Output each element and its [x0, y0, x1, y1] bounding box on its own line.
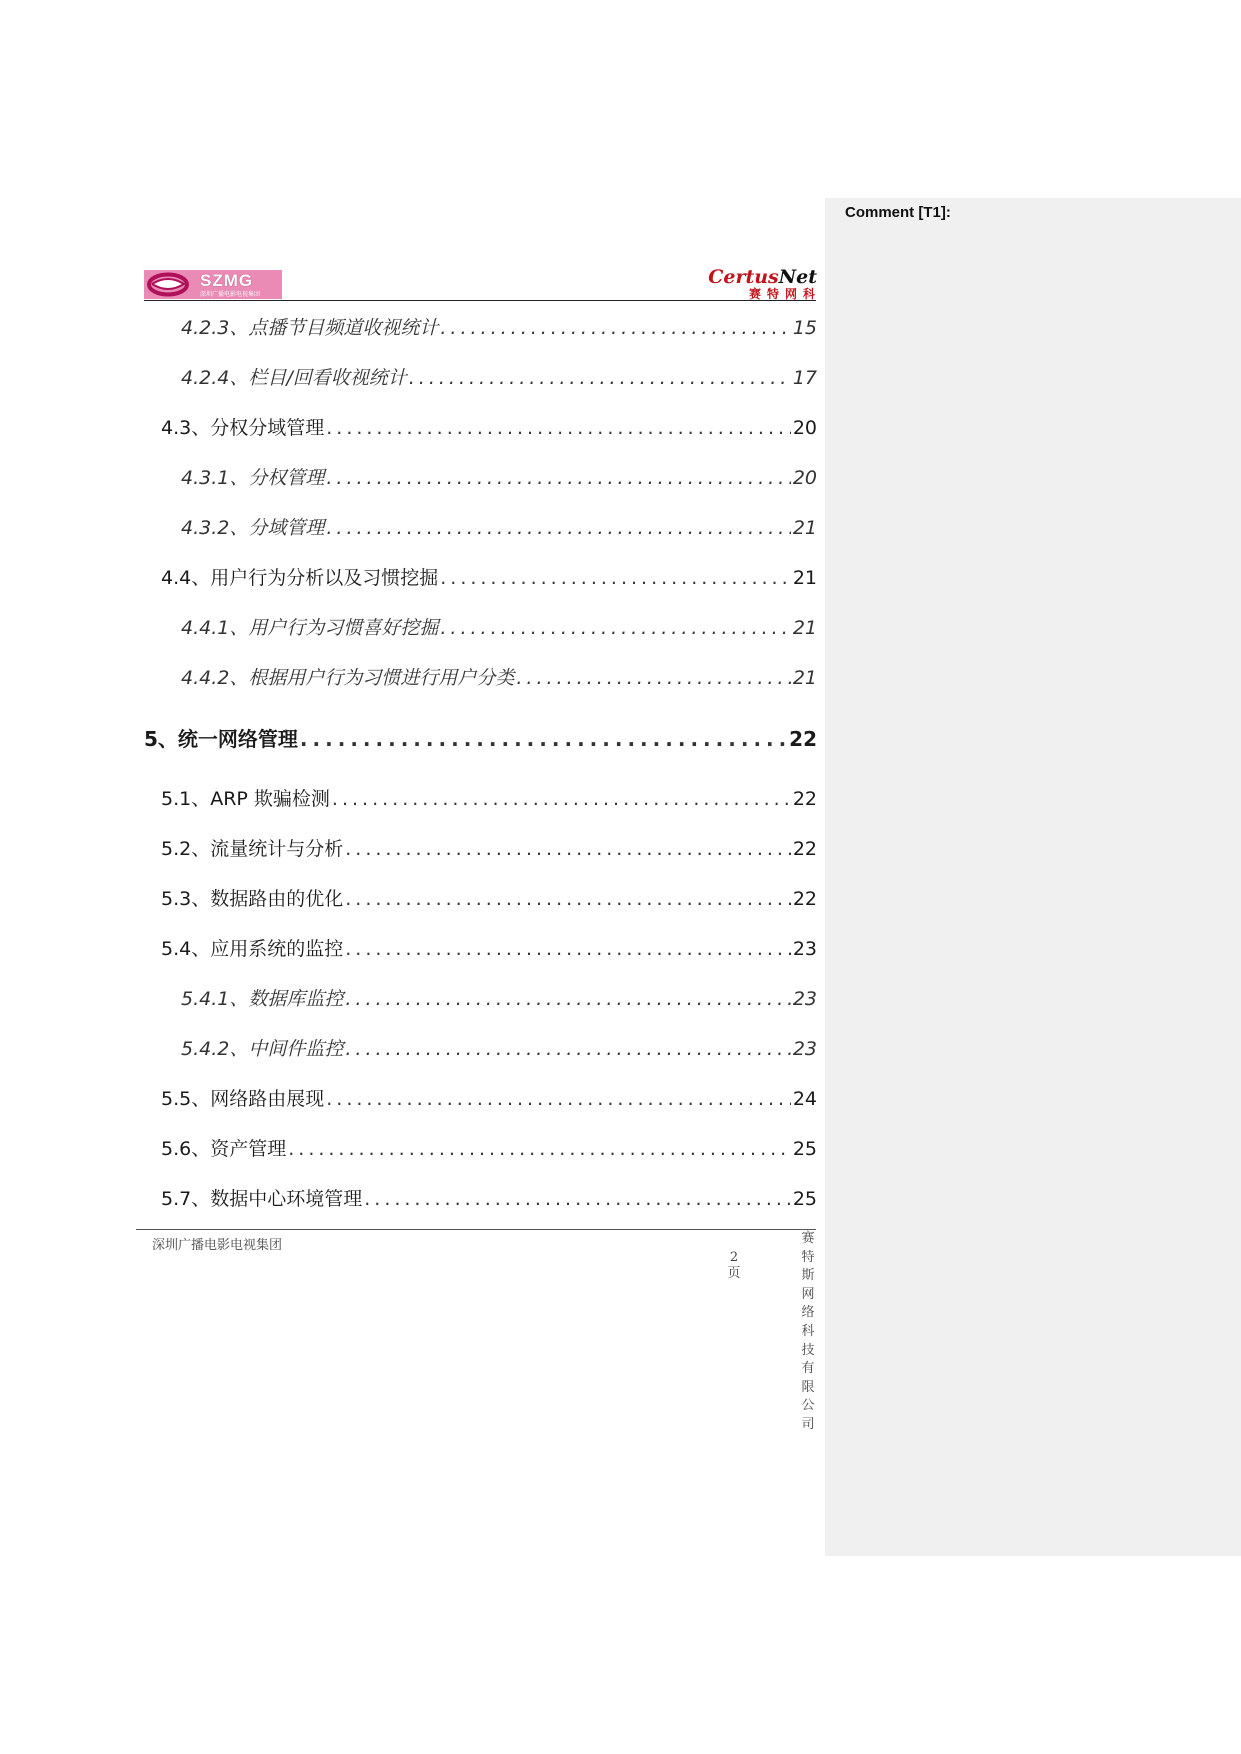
toc-leader — [440, 567, 791, 589]
toc-entry[interactable] — [161, 884, 817, 910]
toc-number: 5、 — [144, 727, 178, 751]
toc-page: 24 — [792, 1088, 817, 1110]
toc-number: 4.4、 — [161, 567, 211, 589]
toc-leader — [326, 417, 791, 439]
page-unit: 页 — [727, 1266, 741, 1281]
footer-page-number — [727, 1250, 741, 1282]
toc-leader — [288, 1138, 791, 1160]
toc-title: 栏目/回看收视统计 — [248, 367, 407, 389]
certusnet-logo — [657, 266, 821, 301]
certusnet-brand-cn: 赛特网科 — [748, 287, 821, 301]
toc-leader — [345, 838, 791, 860]
toc-number: 4.2.3、 — [181, 317, 249, 339]
toc-number: 4.3.2、 — [181, 517, 249, 539]
toc-page: 21 — [792, 517, 817, 539]
header-divider — [144, 300, 816, 301]
toc-entry[interactable] — [181, 1034, 817, 1060]
szmg-swirl-icon — [144, 270, 194, 299]
toc-leader — [440, 617, 790, 639]
toc-page: 22 — [792, 888, 817, 910]
toc-title: 数据库监控 — [248, 988, 344, 1010]
toc-entry[interactable] — [181, 613, 817, 639]
toc-page: 23 — [792, 938, 817, 960]
toc-page: 21 — [792, 667, 817, 689]
toc-number: 4.4.2、 — [181, 667, 249, 689]
toc-title: 流量统计与分析 — [210, 838, 344, 860]
brand-main: Certus — [708, 266, 779, 288]
toc-page: 21 — [792, 567, 817, 589]
toc-number: 5.5、 — [161, 1088, 211, 1110]
toc-leader — [516, 667, 790, 689]
toc-entry[interactable] — [161, 784, 817, 810]
toc-title: 应用系统的监控 — [210, 938, 344, 960]
toc-leader — [332, 788, 791, 810]
toc-page: 22 — [789, 727, 817, 751]
toc-leader — [364, 1188, 791, 1210]
comment-title[interactable]: Comment [T1]: — [845, 204, 951, 221]
toc-title: 点播节目频道收视统计 — [248, 317, 439, 339]
toc-page: 23 — [792, 1038, 817, 1060]
toc-number: 4.2.4、 — [181, 367, 249, 389]
toc-title: ARP 欺骗检测 — [210, 788, 330, 810]
toc-leader — [345, 988, 790, 1010]
toc-page: 23 — [792, 988, 817, 1010]
toc-number: 4.3.1、 — [181, 467, 249, 489]
toc-page: 25 — [792, 1138, 817, 1160]
footer-divider — [136, 1229, 816, 1230]
szmg-logo-text: SZMG — [200, 271, 254, 290]
toc-number: 5.7、 — [161, 1188, 211, 1210]
toc-title: 分权管理 — [248, 467, 325, 489]
page-number: 2 — [729, 1250, 739, 1265]
toc-leader — [409, 367, 791, 389]
toc-leader — [326, 1088, 791, 1110]
toc-entry[interactable] — [181, 663, 817, 689]
toc-entry[interactable] — [161, 563, 817, 589]
toc-page: 25 — [792, 1188, 817, 1210]
toc-leader — [440, 317, 790, 339]
toc-number: 4.3、 — [161, 417, 211, 439]
toc-leader — [345, 1038, 790, 1060]
toc-number: 5.4.1、 — [181, 988, 249, 1010]
toc-leader — [300, 727, 787, 751]
brand-net: Net — [778, 266, 817, 288]
toc-title: 根据用户行为习惯进行用户分类 — [248, 667, 515, 689]
toc-number: 5.6、 — [161, 1138, 211, 1160]
toc-page: 21 — [792, 617, 817, 639]
toc-page: 20 — [792, 417, 817, 439]
toc-title: 分权分域管理 — [210, 417, 325, 439]
toc-entry[interactable] — [181, 984, 817, 1010]
toc-leader — [345, 938, 791, 960]
toc-entry[interactable] — [161, 834, 817, 860]
toc-entry[interactable] — [161, 934, 817, 960]
toc-page: 22 — [792, 838, 817, 860]
toc-entry[interactable] — [181, 513, 817, 539]
toc-title: 资产管理 — [210, 1138, 287, 1160]
toc-entry[interactable] — [181, 363, 817, 389]
toc-number: 5.1、 — [161, 788, 211, 810]
toc-title: 分域管理 — [248, 517, 325, 539]
toc-number: 5.2、 — [161, 838, 211, 860]
szmg-logo-subtext: 深圳广播电影电视集团 — [200, 291, 261, 298]
footer-company-right: 赛特斯网络科技有限公司 — [801, 1231, 815, 1432]
toc-number: 4.4.1、 — [181, 617, 249, 639]
toc-title: 网络路由展现 — [210, 1088, 325, 1110]
toc-page: 17 — [792, 367, 817, 389]
toc-page: 15 — [792, 317, 817, 339]
toc-number: 5.4.2、 — [181, 1038, 249, 1060]
toc-entry[interactable] — [161, 1084, 817, 1110]
toc-entry[interactable] — [161, 1134, 817, 1160]
toc-leader — [345, 888, 791, 910]
toc-number: 5.4、 — [161, 938, 211, 960]
toc-title: 数据中心环境管理 — [210, 1188, 363, 1210]
toc-leader — [326, 467, 790, 489]
toc-number: 5.3、 — [161, 888, 211, 910]
toc-title: 统一网络管理 — [177, 727, 298, 751]
toc-entry[interactable] — [161, 1184, 817, 1210]
toc-entry[interactable] — [144, 723, 817, 749]
toc-title: 中间件监控 — [248, 1038, 344, 1060]
toc-entry[interactable] — [161, 413, 817, 439]
certusnet-brand — [657, 268, 817, 287]
comment-pane — [825, 198, 1241, 1556]
toc-title: 用户行为分析以及习惯挖掘 — [210, 567, 439, 589]
footer-company-left: 深圳广播电影电视集团 — [152, 1238, 283, 1253]
toc-page: 22 — [792, 788, 817, 810]
toc-title: 用户行为习惯喜好挖掘 — [248, 617, 439, 639]
toc-entry[interactable] — [181, 313, 817, 339]
toc-title: 数据路由的优化 — [210, 888, 344, 910]
toc-page: 20 — [792, 467, 817, 489]
szmg-logo — [144, 270, 282, 299]
toc-leader — [326, 517, 790, 539]
toc-entry[interactable] — [181, 463, 817, 489]
